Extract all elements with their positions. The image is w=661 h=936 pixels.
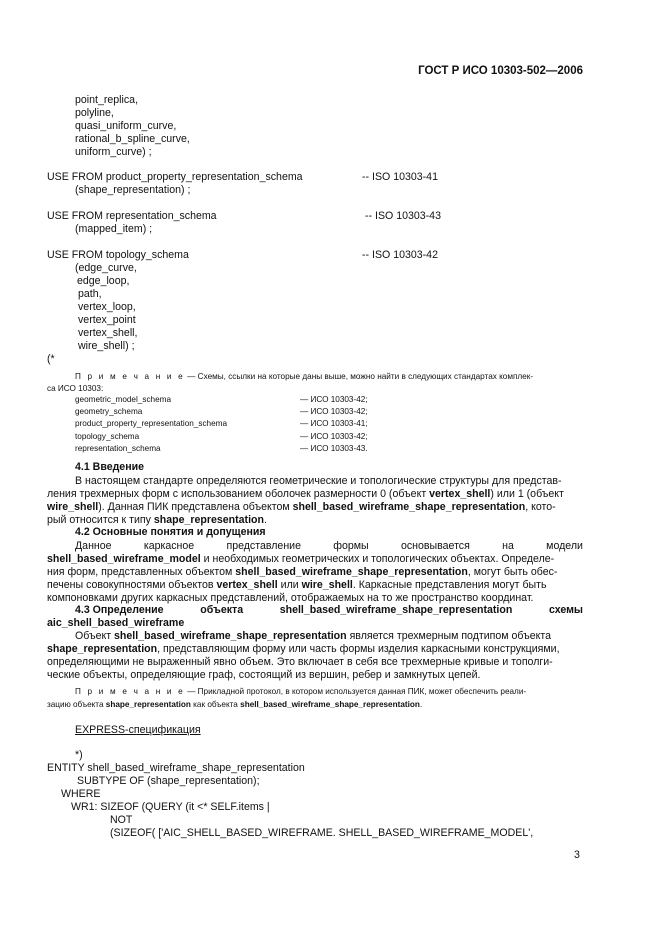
para-line: Объект shell_based_wireframe_shape_representation является трехмерным подтипом объекта (75, 630, 552, 642)
code-line: edge_loop, (77, 275, 130, 287)
para-line: ления трехмерных форм с использованием оболочек размерности 0 (объект vertex_shell) или 1 (объект (47, 488, 564, 500)
code-line: SUBTYPE OF (shape_representation); (77, 775, 260, 787)
code-line: *) (75, 749, 83, 761)
para-line: ния форм, представленных объектом shell_based_wireframe_shape_representation, могут быть обес- (47, 566, 558, 578)
schema-ref-list (300, 394, 368, 455)
document-header: ГОСТ Р ИСО 10303-502—2006 (418, 65, 583, 77)
code-line: wire_shell) ; (78, 340, 135, 352)
code-line: (edge_curve, (75, 262, 137, 274)
code-line: WHERE (61, 788, 101, 800)
use-from-line: USE FROM representation_schema (47, 210, 217, 222)
schema-name: geometric_model_schema (75, 395, 172, 404)
para-line: В настоящем стандарте определяются геометрические и топологические структуры для представ- (75, 475, 562, 487)
section-heading-cont: aic_shell_based_wireframe (47, 617, 185, 629)
code-line: WR1: SIZEOF (QUERY (it <* SELF.items | (71, 801, 270, 813)
para-line-justified: Данное каркасное представление формы основывается на модели (75, 540, 583, 552)
comment-open: (* (47, 353, 55, 365)
section-heading: 4.3 Определение объекта shell_based_wireframe_shape_representation схемы (75, 604, 583, 616)
section-heading: 4.1 Введение (75, 461, 145, 473)
code-line: rational_b_spline_curve, (75, 133, 190, 145)
iso-reference: -- ISO 10303-43 (365, 210, 441, 222)
iso-reference: -- ISO 10303-42 (362, 249, 438, 261)
schema-name: representation_schema (75, 443, 161, 453)
code-line: vertex_shell, (78, 327, 138, 339)
code-line: (SIZEOF( ['AIC_SHELL_BASED_WIREFRAME. SHELL_BASED_WIREFRAME_MODEL', (110, 827, 534, 839)
code-line: vertex_point (78, 314, 136, 326)
note-line: са ИСО 10303: (47, 384, 104, 393)
note-label: П р и м е ч а н и е (75, 687, 185, 696)
code-line: (shape_representation) ; (75, 184, 191, 196)
note-line: П р и м е ч а н и е — Схемы, ссылки на которые даны выше, можно найти в следующих стандартах комплек- (75, 372, 534, 381)
schema-ref: — ИСО 10303-43. (300, 443, 368, 453)
code-line: NOT (110, 814, 133, 826)
schema-name: geometry_schema (75, 407, 143, 417)
code-block-curves (75, 94, 190, 159)
code-line: quasi_uniform_curve, (75, 120, 177, 132)
schema-name: product_property_representation_schema (75, 419, 228, 429)
code-line: point_replica, (75, 94, 139, 106)
note-line: П р и м е ч а н и е — Прикладной протокол, в котором используется данная ПИК, может обеспечить реали- (75, 687, 527, 696)
code-line: path, (78, 288, 102, 300)
para-line: shape_representation, представляющим форму или часть формы изделия каркасными конструкциями, (47, 643, 560, 655)
schema-ref: — ИСО 10303-42; (300, 431, 368, 441)
schema-name: topology_schema (75, 431, 140, 441)
iso-reference: -- ISO 10303-41 (362, 171, 438, 183)
use-from-line: USE FROM topology_schema (47, 249, 189, 261)
para-line: ческие объекты, определяющие граф, состоящий из вершин, ребер и замкнутых цепей. (47, 669, 481, 681)
section-heading: 4.2 Основные понятия и допущения (75, 526, 266, 538)
code-line: ENTITY shell_based_wireframe_shape_representation (47, 762, 305, 774)
schema-ref: — ИСО 10303-42; (300, 395, 368, 404)
use-from-line: USE FROM product_property_representation_schema (47, 171, 303, 183)
note-label: П р и м е ч а н и е (75, 372, 185, 381)
schema-ref: — ИСО 10303-42; (300, 407, 368, 417)
code-line: (mapped_item) ; (75, 223, 153, 235)
code-line: vertex_loop, (78, 301, 136, 313)
para-line: определяющими не выраженный явно объем. Это включает в себя все трехмерные кривые и тополги- (47, 656, 553, 668)
express-heading: EXPRESS-спецификация (75, 724, 201, 736)
para-line: shell_based_wireframe_model и необходимых геометрических и топологических объектах. Определе- (47, 553, 555, 565)
para-line: печены совокупностями объектов vertex_shell или wire_shell. Каркасные представления могут быть (47, 579, 547, 591)
para-line: wire_shell). Данная ПИК представлена объектом shell_based_wireframe_shape_representation, кото- (47, 501, 556, 513)
schema-list (75, 394, 227, 455)
para-line: рый относится к типу shape_representation. (47, 514, 267, 526)
schema-ref: — ИСО 10303-41; (300, 419, 368, 429)
para-line: компоновками других каркасных представлений, отображаемых на то же пространство координат. (47, 592, 534, 604)
code-line: polyline, (75, 107, 114, 119)
code-line: uniform_curve) ; (75, 146, 152, 158)
note-line: зацию объекта shape_representation как объекта shell_based_wireframe_shape_representation. (47, 700, 423, 709)
page-number: 3 (574, 849, 580, 861)
